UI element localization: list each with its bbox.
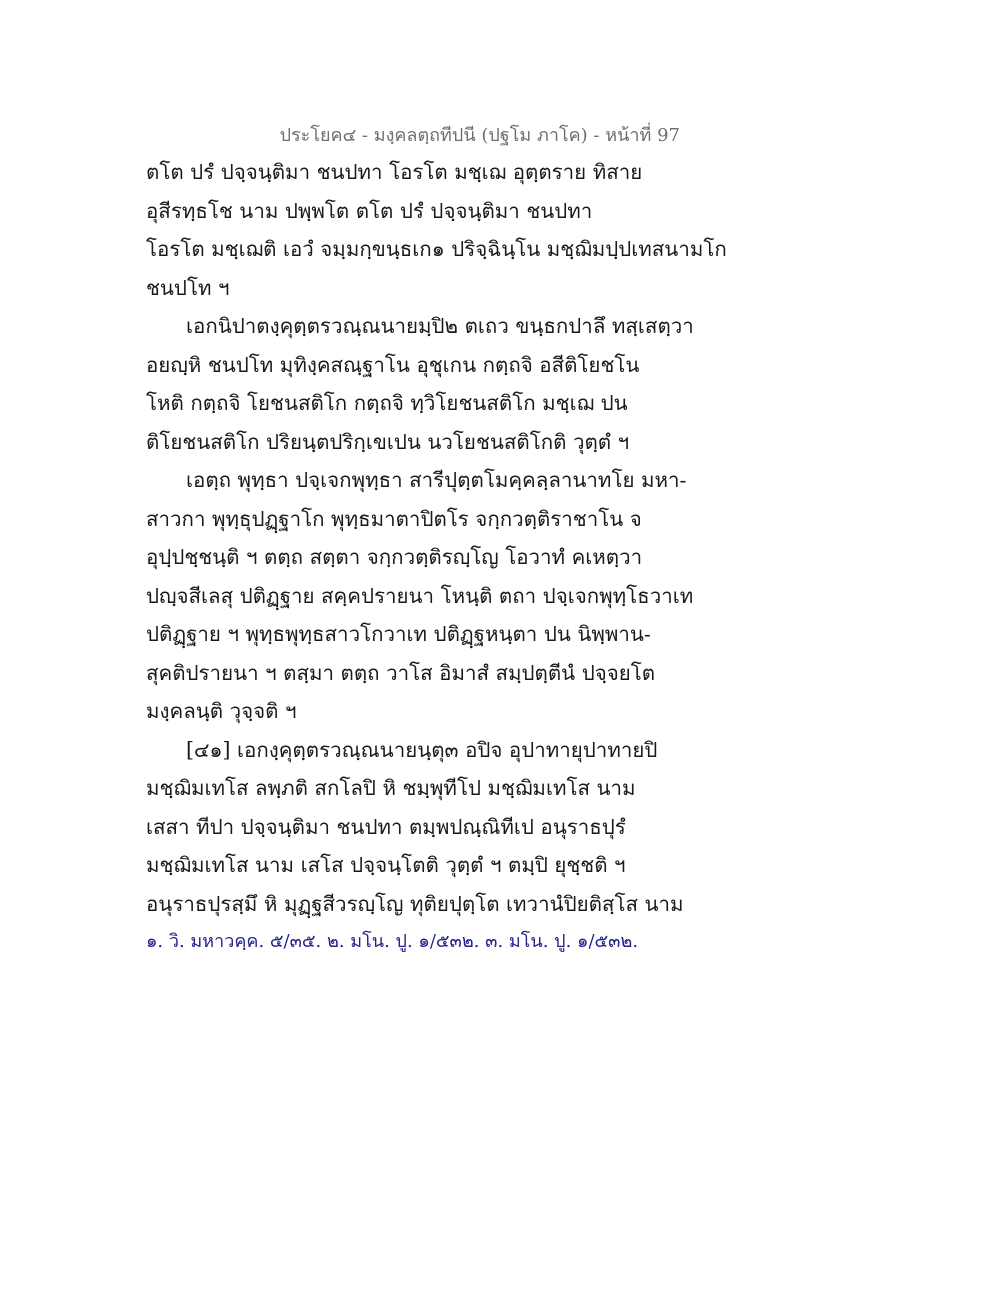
text-line: สุคติปรายนา ฯ ตสฺมา ตตฺถ วาโส อิมาสํ สมฺปตฺตีนํ ปจฺจยโต — [146, 660, 656, 685]
text-line: มชฺฌิมเทโส นาม เสโส ปจฺจนฺโตติ วุตฺตํ ฯ ตมฺปิ ยุชฺชติ ฯ — [146, 853, 626, 877]
text-line: โอรโต มชฺเฌติ เอวํ จมฺมกฺขนฺธเก๑ ปริจฺฉินฺโน มชฺฌิมปฺปเทสนามโก — [146, 237, 727, 261]
text-line: มงฺคลนฺติ วุจฺจติ ฯ — [146, 699, 297, 723]
text-line: ตโต ปรํ ปจฺจนฺติมา ชนปทา โอรโต มชฺเฌ อุตฺตราย ทิสาย — [146, 160, 643, 184]
text-line: สาวกา พุทฺธุปฏฺฐาโก พุทฺธมาตาปิตโร จกฺกวตฺติราชาโน จ — [146, 506, 642, 531]
text-line: อุปฺปชฺชนฺติ ฯ ตตฺถ สตฺตา จกฺกวตฺติรญฺโญ โอวาทํ คเหตฺวา — [146, 545, 643, 569]
paragraph-start-line: เอตฺถ พุทฺธา ปจฺเจกพุทฺธา สารีปุตฺตโมคฺคลฺลานาทโย มหา- — [186, 468, 687, 492]
text-line: ปญฺจสีเลสุ ปติฏฺฐาย สคฺคปรายนา โหนฺติ ตถา ปจฺเจกพุทฺโธวาเท — [146, 583, 694, 608]
text-line: เสสา ทีปา ปจฺจนฺติมา ชนปทา ตมฺพปณฺณิทีเป อนุราธปุรํ — [146, 814, 626, 839]
text-line: โหติ กตฺถจิ โยชนสติโก กตฺถจิ ทฺวิโยชนสติโก มชฺเฌ ปน — [146, 391, 628, 415]
text-line: อยญฺหิ ชนปโท มุทิงฺคสณฺฐาโน อุชุเกน กตฺถจิ อสีติโยชโน — [146, 352, 640, 377]
text-line: ปติฏฺฐาย ฯ พุทฺธพุทฺธสาวโกวาเท ปติฏฺฐหนฺตา ปน นิพฺพาน- — [146, 622, 651, 646]
text-line: อนุราธปุรสฺมึ หิ มุฏฺฐสีวรญฺโญ ทุติยปุตฺโต เทวานํปิยติสฺโส นาม — [146, 891, 684, 916]
page-body — [146, 153, 727, 962]
text-line: ชนปโท ฯ — [146, 275, 230, 300]
footnote-references: ๑. วิ. มหาวคฺค. ๕/๓๕. ๒. มโน. ปู. ๑/๕๓๒. ๓. มโน. ปู. ๑/๕๓๒. — [146, 931, 639, 952]
paragraph-start-line: [๔๑] เอกงฺคุตฺตรวณฺณนายนฺตุ๓ อปิจ อุปาทายุปาทายปิ — [186, 737, 658, 762]
text-line: มชฺฌิมเทโส ลพฺภติ สกโลปิ หิ ชมฺพุทีโป มชฺฌิมเทโส นาม — [146, 776, 636, 800]
text-line: อุสีรทฺธโช นาม ปพฺพโต ตโต ปรํ ปจฺจนฺติมา ชนปทา — [146, 198, 593, 223]
running-header: ประโยค๔ - มงฺคลตฺถทีปนี (ปฐโม ภาโค) - หน้าที่ 97 — [279, 125, 680, 146]
text-line: ติโยชนสติโก ปริยนฺตปริกฺเขเปน นวโยชนสติโกติ วุตฺตํ ฯ — [146, 429, 630, 454]
paragraph-start-line: เอกนิปาตงฺคุตฺตรวณฺณนายมฺปิ๒ ตเถว ขนฺธกปาลึ ทสฺเสตฺวา — [186, 314, 694, 338]
